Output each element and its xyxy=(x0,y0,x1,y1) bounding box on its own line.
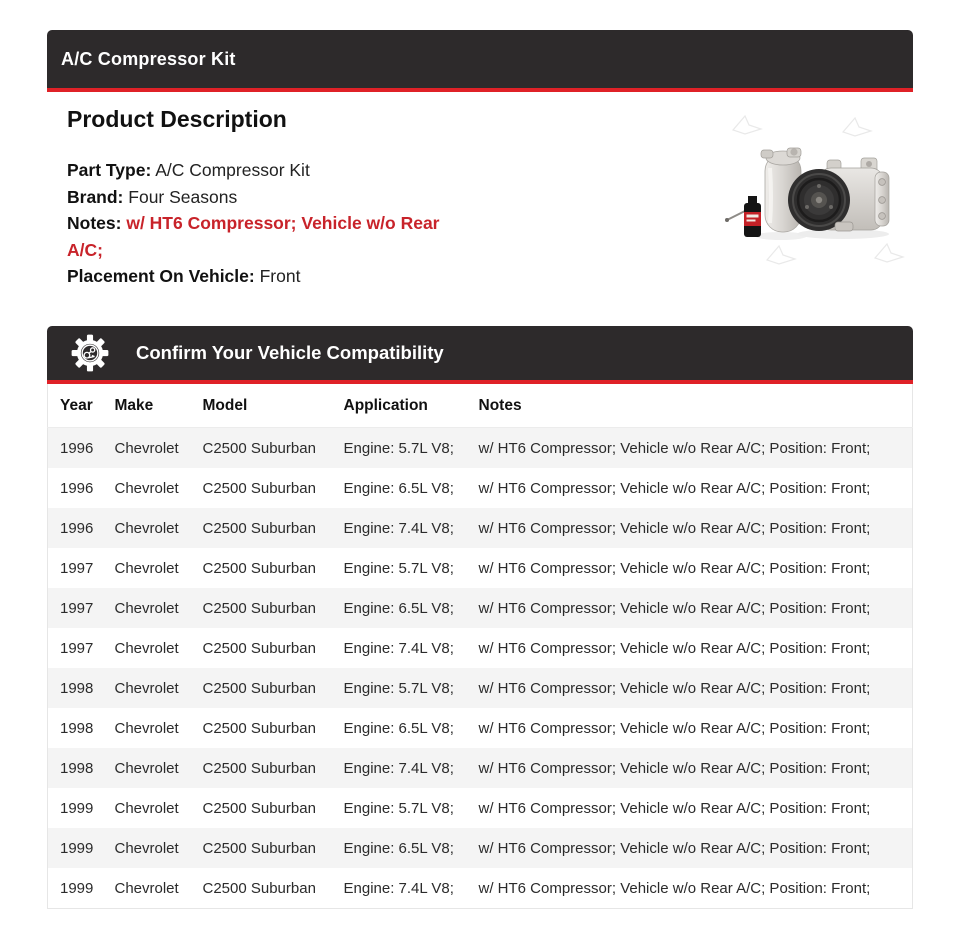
table-cell: Chevrolet xyxy=(114,519,179,537)
table-cell: C2500 Suburban xyxy=(202,879,316,897)
table-cell: Engine: 6.5L V8; xyxy=(343,719,454,737)
table-cell: 1996 xyxy=(60,479,94,497)
table-cell: Chevrolet xyxy=(114,639,179,657)
page-title: A/C Compressor Kit xyxy=(61,48,236,69)
table-cell: w/ HT6 Compressor; Vehicle w/o Rear A/C; Position: Front; xyxy=(478,879,871,897)
table-row xyxy=(48,788,913,828)
table-cell: w/ HT6 Compressor; Vehicle w/o Rear A/C; Position: Front; xyxy=(478,639,871,657)
table-cell: Chevrolet xyxy=(114,839,179,857)
table-cell: w/ HT6 Compressor; Vehicle w/o Rear A/C; Position: Front; xyxy=(478,559,871,577)
ac-compressor-kit-image xyxy=(715,108,911,280)
product-photo xyxy=(715,102,911,304)
column-header-notes: Notes xyxy=(467,384,913,428)
field-value: w/ HT6 Compressor; Vehicle w/o Rear A/C; xyxy=(67,213,440,260)
compatibility-section xyxy=(47,326,913,909)
table-cell: w/ HT6 Compressor; Vehicle w/o Rear A/C; Position: Front; xyxy=(478,759,871,777)
table-cell: C2500 Suburban xyxy=(202,639,316,657)
oil-bottle xyxy=(725,196,761,237)
table-cell: Engine: 6.5L V8; xyxy=(343,599,454,617)
table-cell: w/ HT6 Compressor; Vehicle w/o Rear A/C; Position: Front; xyxy=(478,719,871,737)
table-cell: Engine: 6.5L V8; xyxy=(343,479,454,497)
table-cell: C2500 Suburban xyxy=(202,799,316,817)
table-cell: C2500 Suburban xyxy=(202,759,316,777)
table-cell: Chevrolet xyxy=(114,879,179,897)
table-cell: Chevrolet xyxy=(114,799,179,817)
field-part-type xyxy=(67,157,449,184)
table-cell: 1998 xyxy=(60,679,94,697)
table-row xyxy=(48,428,913,469)
table-row xyxy=(48,668,913,708)
table-cell: 1996 xyxy=(60,519,94,537)
table-cell: 1996 xyxy=(60,439,94,457)
field-brand xyxy=(67,184,449,211)
product-title-bar xyxy=(47,30,913,92)
product-fields xyxy=(67,157,449,290)
table-cell: Chevrolet xyxy=(114,719,179,737)
table-cell: 1997 xyxy=(60,559,94,577)
product-details xyxy=(67,102,449,304)
column-header-application: Application xyxy=(332,384,467,428)
table-cell: 1999 xyxy=(60,879,94,897)
product-description-heading: Product Description xyxy=(67,106,287,132)
table-row xyxy=(48,508,913,548)
table-row xyxy=(48,868,913,909)
table-cell: Engine: 5.7L V8; xyxy=(343,679,454,697)
table-cell: w/ HT6 Compressor; Vehicle w/o Rear A/C; Position: Front; xyxy=(478,679,871,697)
field-label: Part Type: xyxy=(67,160,152,180)
table-cell: C2500 Suburban xyxy=(202,839,316,857)
table-cell: Engine: 5.7L V8; xyxy=(343,799,454,817)
table-cell: Engine: 7.4L V8; xyxy=(343,879,454,897)
field-value: Front xyxy=(259,266,301,286)
table-cell: Engine: 5.7L V8; xyxy=(343,439,454,457)
table-cell: 1997 xyxy=(60,639,94,657)
table-header-row xyxy=(48,384,913,428)
table-cell: 1999 xyxy=(60,839,94,857)
table-row xyxy=(48,468,913,508)
table-row xyxy=(48,828,913,868)
page-container xyxy=(47,0,913,909)
field-label: Notes: xyxy=(67,213,122,233)
table-cell: 1997 xyxy=(60,599,94,617)
table-cell: Chevrolet xyxy=(114,759,179,777)
compatibility-header-bar xyxy=(47,326,913,384)
table-cell: Chevrolet xyxy=(114,679,179,697)
table-cell: w/ HT6 Compressor; Vehicle w/o Rear A/C; Position: Front; xyxy=(478,599,871,617)
table-cell: w/ HT6 Compressor; Vehicle w/o Rear A/C; Position: Front; xyxy=(478,839,871,857)
table-cell: Engine: 5.7L V8; xyxy=(343,559,454,577)
table-cell: w/ HT6 Compressor; Vehicle w/o Rear A/C; Position: Front; xyxy=(478,479,871,497)
table-cell: Engine: 7.4L V8; xyxy=(343,639,454,657)
field-notes xyxy=(67,210,449,263)
table-cell: C2500 Suburban xyxy=(202,599,316,617)
table-cell: w/ HT6 Compressor; Vehicle w/o Rear A/C; Position: Front; xyxy=(478,519,871,537)
field-label: Brand: xyxy=(67,186,124,207)
table-cell: Chevrolet xyxy=(114,559,179,577)
table-cell: Chevrolet xyxy=(114,599,179,617)
field-value: Four Seasons xyxy=(128,186,238,207)
table-cell: Chevrolet xyxy=(114,479,179,497)
table-row xyxy=(48,588,913,628)
table-cell: C2500 Suburban xyxy=(202,479,316,497)
column-header-year: Year xyxy=(48,384,103,428)
table-cell: C2500 Suburban xyxy=(202,559,316,577)
field-value: A/C Compressor Kit xyxy=(155,160,310,180)
compatibility-table-body xyxy=(48,428,913,909)
product-description-section xyxy=(47,92,913,304)
table-cell: C2500 Suburban xyxy=(202,439,316,457)
table-cell: C2500 Suburban xyxy=(202,519,316,537)
table-cell: Engine: 7.4L V8; xyxy=(343,519,454,537)
table-row xyxy=(48,548,913,588)
column-header-make: Make xyxy=(103,384,191,428)
table-cell: Engine: 6.5L V8; xyxy=(343,839,454,857)
field-placement xyxy=(67,263,449,290)
table-cell: 1999 xyxy=(60,799,94,817)
table-cell: 1998 xyxy=(60,719,94,737)
table-cell: Engine: 7.4L V8; xyxy=(343,759,454,777)
compressor xyxy=(788,158,889,231)
field-label: Placement On Vehicle: xyxy=(67,266,255,286)
column-header-model: Model xyxy=(191,384,332,428)
table-cell: w/ HT6 Compressor; Vehicle w/o Rear A/C; Position: Front; xyxy=(478,799,871,817)
table-cell: C2500 Suburban xyxy=(202,719,316,737)
table-cell: 1998 xyxy=(60,759,94,777)
table-cell: w/ HT6 Compressor; Vehicle w/o Rear A/C; Position: Front; xyxy=(478,439,871,457)
table-cell: C2500 Suburban xyxy=(202,679,316,697)
compatibility-table xyxy=(47,384,913,909)
gear-icon xyxy=(69,332,111,374)
table-row xyxy=(48,748,913,788)
table-row xyxy=(48,628,913,668)
table-cell: Chevrolet xyxy=(114,439,179,457)
compatibility-heading: Confirm Your Vehicle Compatibility xyxy=(136,342,444,363)
table-row xyxy=(48,708,913,748)
